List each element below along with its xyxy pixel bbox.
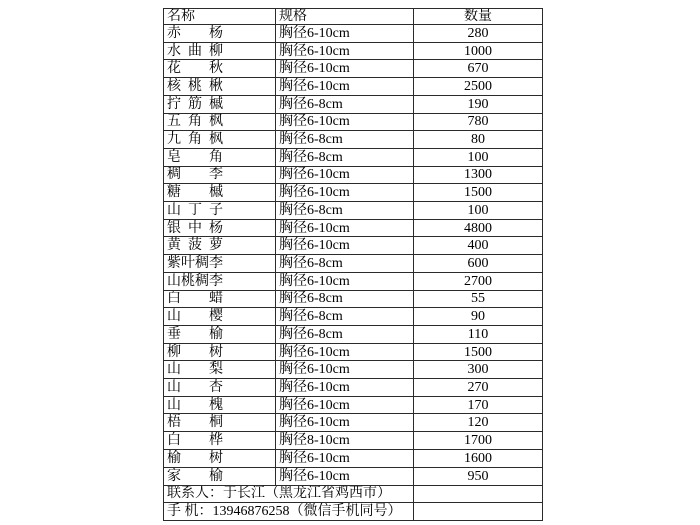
tree-name	[167, 132, 223, 147]
spec-cell: 胸径6-10cm	[276, 78, 414, 96]
table-body	[164, 25, 543, 486]
header-row	[164, 9, 543, 25]
name-cell	[164, 414, 276, 432]
tree-name	[167, 451, 223, 466]
table-row	[164, 449, 543, 467]
name-char: 中	[188, 220, 202, 236]
name-char: 杨	[209, 25, 223, 41]
name-char: 角	[188, 132, 202, 148]
tree-name	[167, 61, 223, 76]
spec-cell: 胸径6-8cm	[276, 290, 414, 308]
name-char: 糖	[167, 185, 181, 201]
quantity-cell: 1500	[414, 343, 543, 361]
name-cell	[164, 467, 276, 485]
name-char: 柳	[167, 344, 181, 360]
name-char: 槭	[209, 96, 223, 112]
table-row	[164, 60, 543, 78]
name-char: 桃	[188, 78, 202, 94]
tree-name	[167, 114, 223, 129]
table-row	[164, 184, 543, 202]
tree-name	[167, 44, 223, 59]
quantity-cell: 1300	[414, 166, 543, 184]
quantity-cell: 270	[414, 379, 543, 397]
spec-cell: 胸径6-10cm	[276, 379, 414, 397]
name-cell	[164, 255, 276, 273]
tree-name	[167, 345, 223, 360]
name-char: 九	[167, 132, 181, 148]
spec-cell: 胸径6-8cm	[276, 148, 414, 166]
name-cell	[164, 272, 276, 290]
table-row	[164, 414, 543, 432]
name-char: 白	[167, 433, 181, 449]
table-row	[164, 272, 543, 290]
empty-cell	[414, 503, 543, 521]
quantity-cell: 120	[414, 414, 543, 432]
spec-cell: 胸径6-8cm	[276, 325, 414, 343]
name-char: 菠	[188, 238, 202, 254]
name-char: 枫	[209, 114, 223, 130]
name-cell	[164, 379, 276, 397]
quantity-cell: 300	[414, 361, 543, 379]
name-char: 秋	[209, 61, 223, 77]
name-char: 角	[209, 149, 223, 165]
spec-cell: 胸径6-10cm	[276, 184, 414, 202]
name-char: 白	[167, 291, 181, 307]
spec-cell: 胸径6-10cm	[276, 219, 414, 237]
contact-row	[164, 485, 543, 503]
name-char: 桃	[181, 273, 195, 289]
name-char: 李	[209, 167, 223, 183]
name-char: 核	[167, 78, 181, 94]
tree-name	[167, 327, 223, 342]
name-cell	[164, 113, 276, 131]
name-cell	[164, 131, 276, 149]
name-char: 梧	[167, 415, 181, 431]
spec-cell: 胸径6-10cm	[276, 343, 414, 361]
table-row	[164, 219, 543, 237]
name-char: 樱	[209, 309, 223, 325]
name-cell	[164, 184, 276, 202]
table-row	[164, 432, 543, 450]
name-char: 角	[188, 114, 202, 130]
tree-name	[167, 469, 223, 484]
tree-name	[167, 380, 223, 395]
tree-name	[167, 274, 223, 289]
name-char: 树	[209, 344, 223, 360]
tree-name	[167, 79, 223, 94]
contact-cell: 联系人：于长江（黑龙江省鸡西市）	[164, 485, 414, 503]
name-char: 子	[209, 202, 223, 218]
name-char: 五	[167, 114, 181, 130]
tree-name	[167, 291, 223, 306]
table-row	[164, 308, 543, 326]
name-char: 山	[167, 202, 181, 218]
table-row	[164, 131, 543, 149]
name-cell	[164, 290, 276, 308]
tree-name	[167, 398, 223, 413]
tree-name	[167, 221, 223, 236]
phone-row	[164, 503, 543, 521]
spec-cell: 胸径6-10cm	[276, 42, 414, 60]
spec-cell: 胸径6-8cm	[276, 308, 414, 326]
name-char: 山	[167, 273, 181, 289]
name-cell	[164, 42, 276, 60]
quantity-cell: 2700	[414, 272, 543, 290]
name-cell	[164, 237, 276, 255]
quantity-cell: 4800	[414, 219, 543, 237]
name-char: 皂	[167, 149, 181, 165]
name-char: 枫	[209, 132, 223, 148]
name-char: 梨	[209, 362, 223, 378]
table-row	[164, 166, 543, 184]
quantity-cell: 400	[414, 237, 543, 255]
name-char: 槭	[209, 185, 223, 201]
name-char: 柳	[209, 43, 223, 59]
name-char: 榆	[209, 468, 223, 484]
quantity-cell: 55	[414, 290, 543, 308]
spec-cell: 胸径6-10cm	[276, 166, 414, 184]
table-row	[164, 343, 543, 361]
name-char: 榆	[209, 326, 223, 342]
quantity-cell: 950	[414, 467, 543, 485]
spec-cell: 胸径6-10cm	[276, 467, 414, 485]
table-row	[164, 78, 543, 96]
name-char: 桦	[209, 433, 223, 449]
spec-cell: 胸径6-10cm	[276, 361, 414, 379]
table-footer	[164, 485, 543, 520]
name-char: 稠	[195, 273, 209, 289]
table-row	[164, 290, 543, 308]
name-char: 山	[167, 309, 181, 325]
name-char: 山	[167, 362, 181, 378]
name-char: 桐	[209, 415, 223, 431]
name-cell	[164, 449, 276, 467]
quantity-cell: 170	[414, 396, 543, 414]
name-cell	[164, 25, 276, 43]
spec-cell: 胸径6-10cm	[276, 272, 414, 290]
spec-cell: 胸径6-10cm	[276, 396, 414, 414]
tree-name	[167, 26, 223, 41]
quantity-cell: 280	[414, 25, 543, 43]
spec-cell: 胸径6-8cm	[276, 95, 414, 113]
table-row	[164, 379, 543, 397]
table-row	[164, 42, 543, 60]
name-char: 家	[167, 468, 181, 484]
spec-cell: 胸径6-8cm	[276, 131, 414, 149]
quantity-cell: 1000	[414, 42, 543, 60]
name-char: 丁	[188, 202, 202, 218]
quantity-cell: 2500	[414, 78, 543, 96]
spec-cell: 胸径6-8cm	[276, 202, 414, 220]
spec-cell: 胸径6-10cm	[276, 60, 414, 78]
name-cell	[164, 325, 276, 343]
name-cell	[164, 308, 276, 326]
name-char: 拧	[167, 96, 181, 112]
table-row	[164, 25, 543, 43]
tree-name	[167, 97, 223, 112]
spec-cell: 胸径8-10cm	[276, 432, 414, 450]
tree-name	[167, 203, 223, 218]
price-list-container	[163, 8, 543, 521]
name-char: 黄	[167, 238, 181, 254]
name-char: 曲	[188, 43, 202, 59]
tree-name	[167, 256, 223, 271]
name-cell	[164, 219, 276, 237]
tree-name	[167, 238, 223, 253]
spec-cell: 胸径6-10cm	[276, 237, 414, 255]
table-row	[164, 325, 543, 343]
empty-cell	[414, 485, 543, 503]
quantity-cell: 600	[414, 255, 543, 273]
name-char: 叶	[181, 255, 195, 271]
name-cell	[164, 60, 276, 78]
table-row	[164, 113, 543, 131]
spec-cell: 胸径6-10cm	[276, 449, 414, 467]
name-char: 赤	[167, 25, 181, 41]
tree-name	[167, 309, 223, 324]
quantity-cell: 1600	[414, 449, 543, 467]
quantity-cell: 1700	[414, 432, 543, 450]
spec-cell: 胸径6-10cm	[276, 25, 414, 43]
name-char: 树	[209, 450, 223, 466]
name-char: 筋	[188, 96, 202, 112]
name-cell	[164, 95, 276, 113]
name-char: 槐	[209, 397, 223, 413]
tree-name	[167, 415, 223, 430]
name-char: 山	[167, 397, 181, 413]
tree-name	[167, 167, 223, 182]
table-row	[164, 237, 543, 255]
name-char: 杏	[209, 379, 223, 395]
quantity-cell: 780	[414, 113, 543, 131]
name-char: 榆	[167, 450, 181, 466]
name-cell	[164, 343, 276, 361]
quantity-cell: 90	[414, 308, 543, 326]
quantity-cell: 100	[414, 202, 543, 220]
column-header-qty: 数量	[414, 9, 543, 25]
tree-name	[167, 362, 223, 377]
table-row	[164, 255, 543, 273]
name-char: 楸	[209, 78, 223, 94]
name-char: 萝	[209, 238, 223, 254]
table-row	[164, 467, 543, 485]
table-row	[164, 148, 543, 166]
name-cell	[164, 361, 276, 379]
name-char: 垂	[167, 326, 181, 342]
spec-cell: 胸径6-10cm	[276, 113, 414, 131]
tree-name	[167, 433, 223, 448]
name-char: 水	[167, 43, 181, 59]
name-char: 山	[167, 379, 181, 395]
name-char: 杨	[209, 220, 223, 236]
name-cell	[164, 202, 276, 220]
name-cell	[164, 148, 276, 166]
column-header-name: 名称	[164, 9, 276, 25]
column-header-spec: 规格	[276, 9, 414, 25]
spec-cell: 胸径6-8cm	[276, 255, 414, 273]
quantity-cell: 80	[414, 131, 543, 149]
name-char: 银	[167, 220, 181, 236]
quantity-cell: 110	[414, 325, 543, 343]
quantity-cell: 670	[414, 60, 543, 78]
quantity-cell: 100	[414, 148, 543, 166]
quantity-cell: 190	[414, 95, 543, 113]
name-cell	[164, 78, 276, 96]
name-char: 蜡	[209, 291, 223, 307]
name-char: 稠	[195, 255, 209, 271]
name-char: 稠	[167, 167, 181, 183]
tree-name	[167, 150, 223, 165]
table-row	[164, 396, 543, 414]
tree-name	[167, 185, 223, 200]
tree-price-table	[163, 8, 543, 521]
table-row	[164, 361, 543, 379]
phone-cell: 手 机：13946876258（微信手机同号）	[164, 503, 414, 521]
name-char: 李	[209, 273, 223, 289]
table-row	[164, 95, 543, 113]
table-row	[164, 202, 543, 220]
quantity-cell: 1500	[414, 184, 543, 202]
name-char: 花	[167, 61, 181, 77]
spec-cell: 胸径6-10cm	[276, 414, 414, 432]
name-char: 紫	[167, 255, 181, 271]
name-char: 李	[209, 255, 223, 271]
name-cell	[164, 166, 276, 184]
name-cell	[164, 432, 276, 450]
name-cell	[164, 396, 276, 414]
